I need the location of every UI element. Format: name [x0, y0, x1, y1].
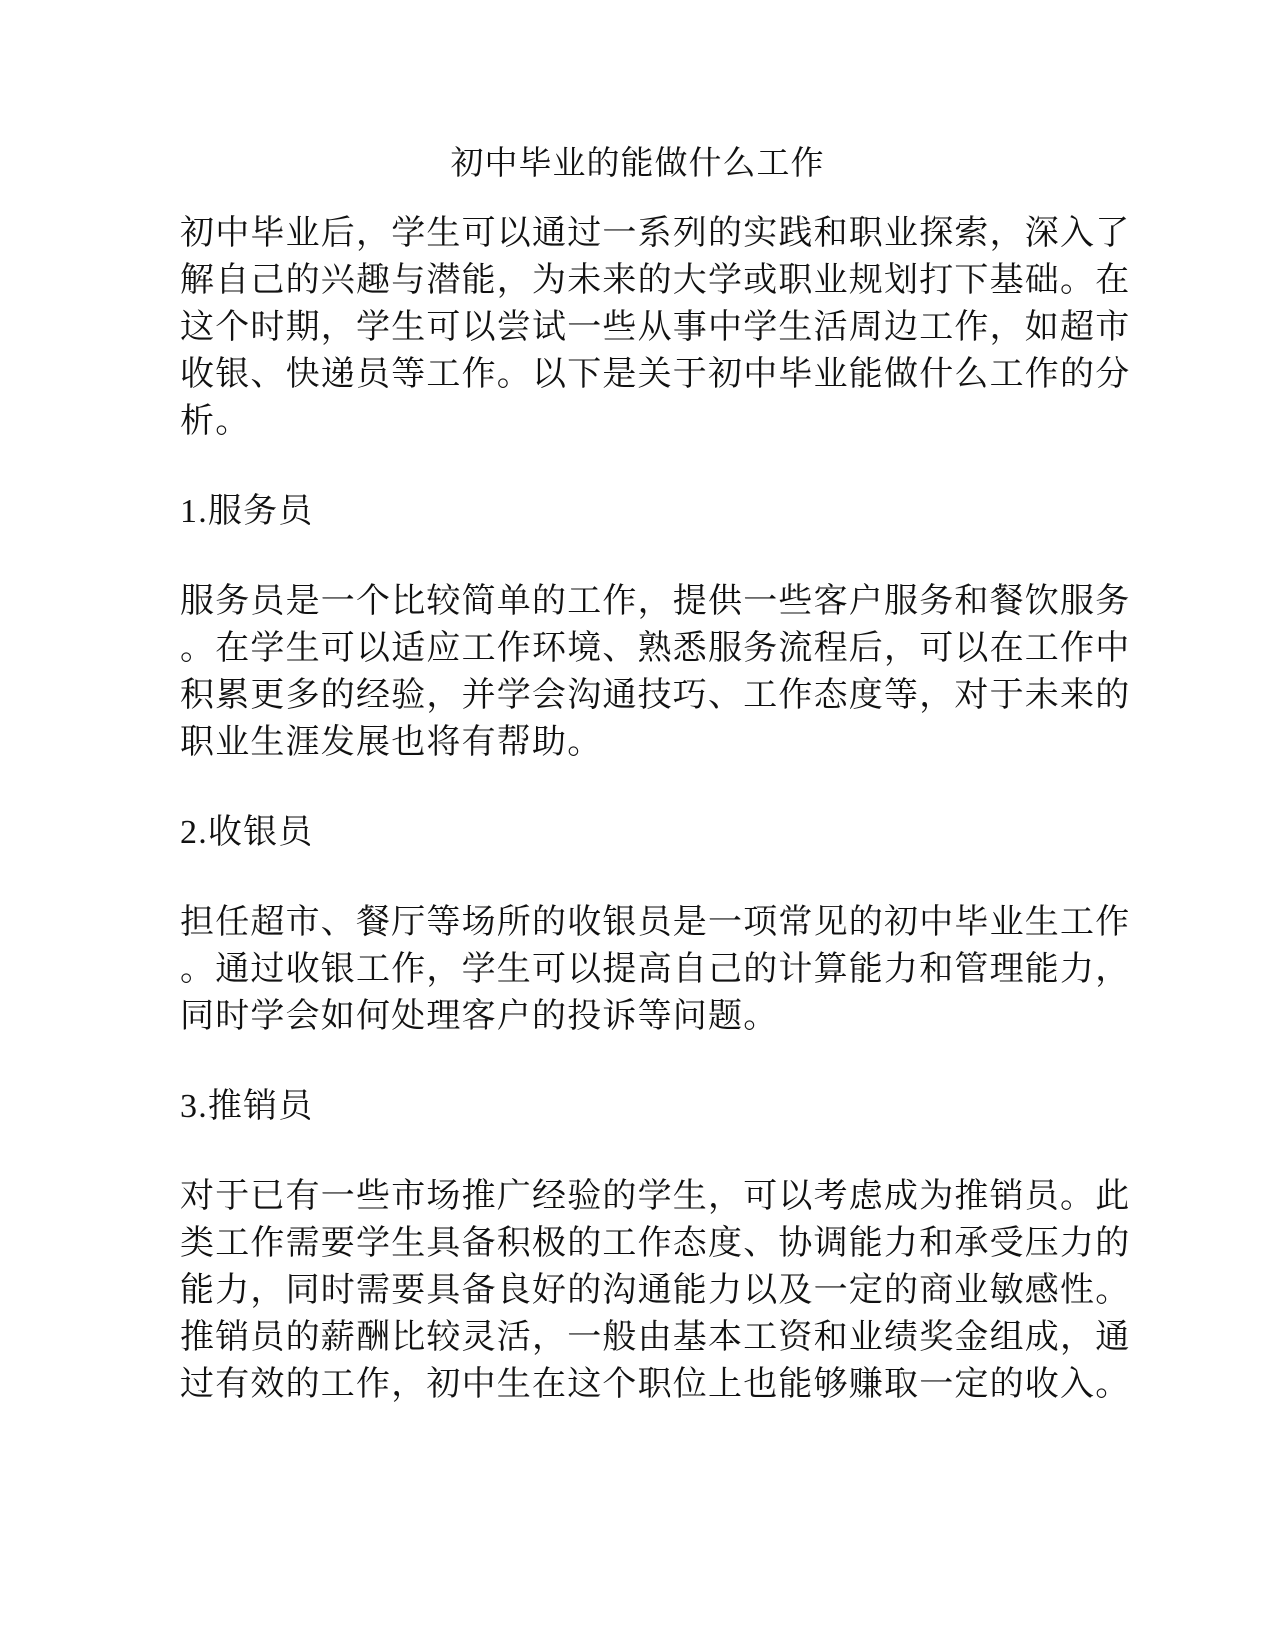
paragraph-line: 这个时期，学生可以尝试一些从事中学生活周边工作，如超市 [180, 309, 1131, 346]
paragraph-line: 解自己的兴趣与潜能，为未来的大学或职业规划打下基础。在 [180, 262, 1131, 299]
paragraph-line: 析。 [180, 403, 251, 440]
paragraph-line: 收银、快递员等工作。以下是关于初中毕业能做什么工作的分 [180, 356, 1131, 393]
section-heading: 2.收银员 [180, 814, 314, 851]
paragraph-line: 。在学生可以适应工作环境、熟悉服务流程后，可以在工作中 [180, 630, 1131, 667]
section-heading: 3.推销员 [180, 1088, 314, 1125]
paragraph-line: 类工作需要学生具备积极的工作态度、协调能力和承受压力的 [180, 1225, 1131, 1262]
paragraph-line: 对于已有一些市场推广经验的学生，可以考虑成为推销员。此 [180, 1178, 1131, 1215]
paragraph-line: 同时学会如何处理客户的投诉等问题。 [180, 998, 779, 1035]
paragraph-line: 服务员是一个比较简单的工作，提供一些客户服务和餐饮服务 [180, 583, 1131, 620]
document-title: 初中毕业的能做什么工作 [450, 146, 825, 182]
paragraph-line: 。通过收银工作，学生可以提高自己的计算能力和管理能力， [180, 951, 1131, 988]
paragraph-line: 初中毕业后，学生可以通过一系列的实践和职业探索，深入了 [180, 215, 1131, 252]
paragraph-line: 推销员的薪酬比较灵活，一般由基本工资和业绩奖金组成，通 [180, 1319, 1131, 1356]
paragraph-line: 过有效的工作，初中生在这个职位上也能够赚取一定的收入。 [180, 1366, 1131, 1403]
paragraph-line: 职业生涯发展也将有帮助。 [180, 724, 603, 761]
paragraph-line: 积累更多的经验，并学会沟通技巧、工作态度等，对于未来的 [180, 677, 1131, 714]
paragraph-line: 能力，同时需要具备良好的沟通能力以及一定的商业敏感性。 [180, 1272, 1131, 1309]
paragraph-line: 担任超市、餐厅等场所的收银员是一项常见的初中毕业生工作 [180, 904, 1131, 941]
section-heading: 1.服务员 [180, 493, 314, 530]
